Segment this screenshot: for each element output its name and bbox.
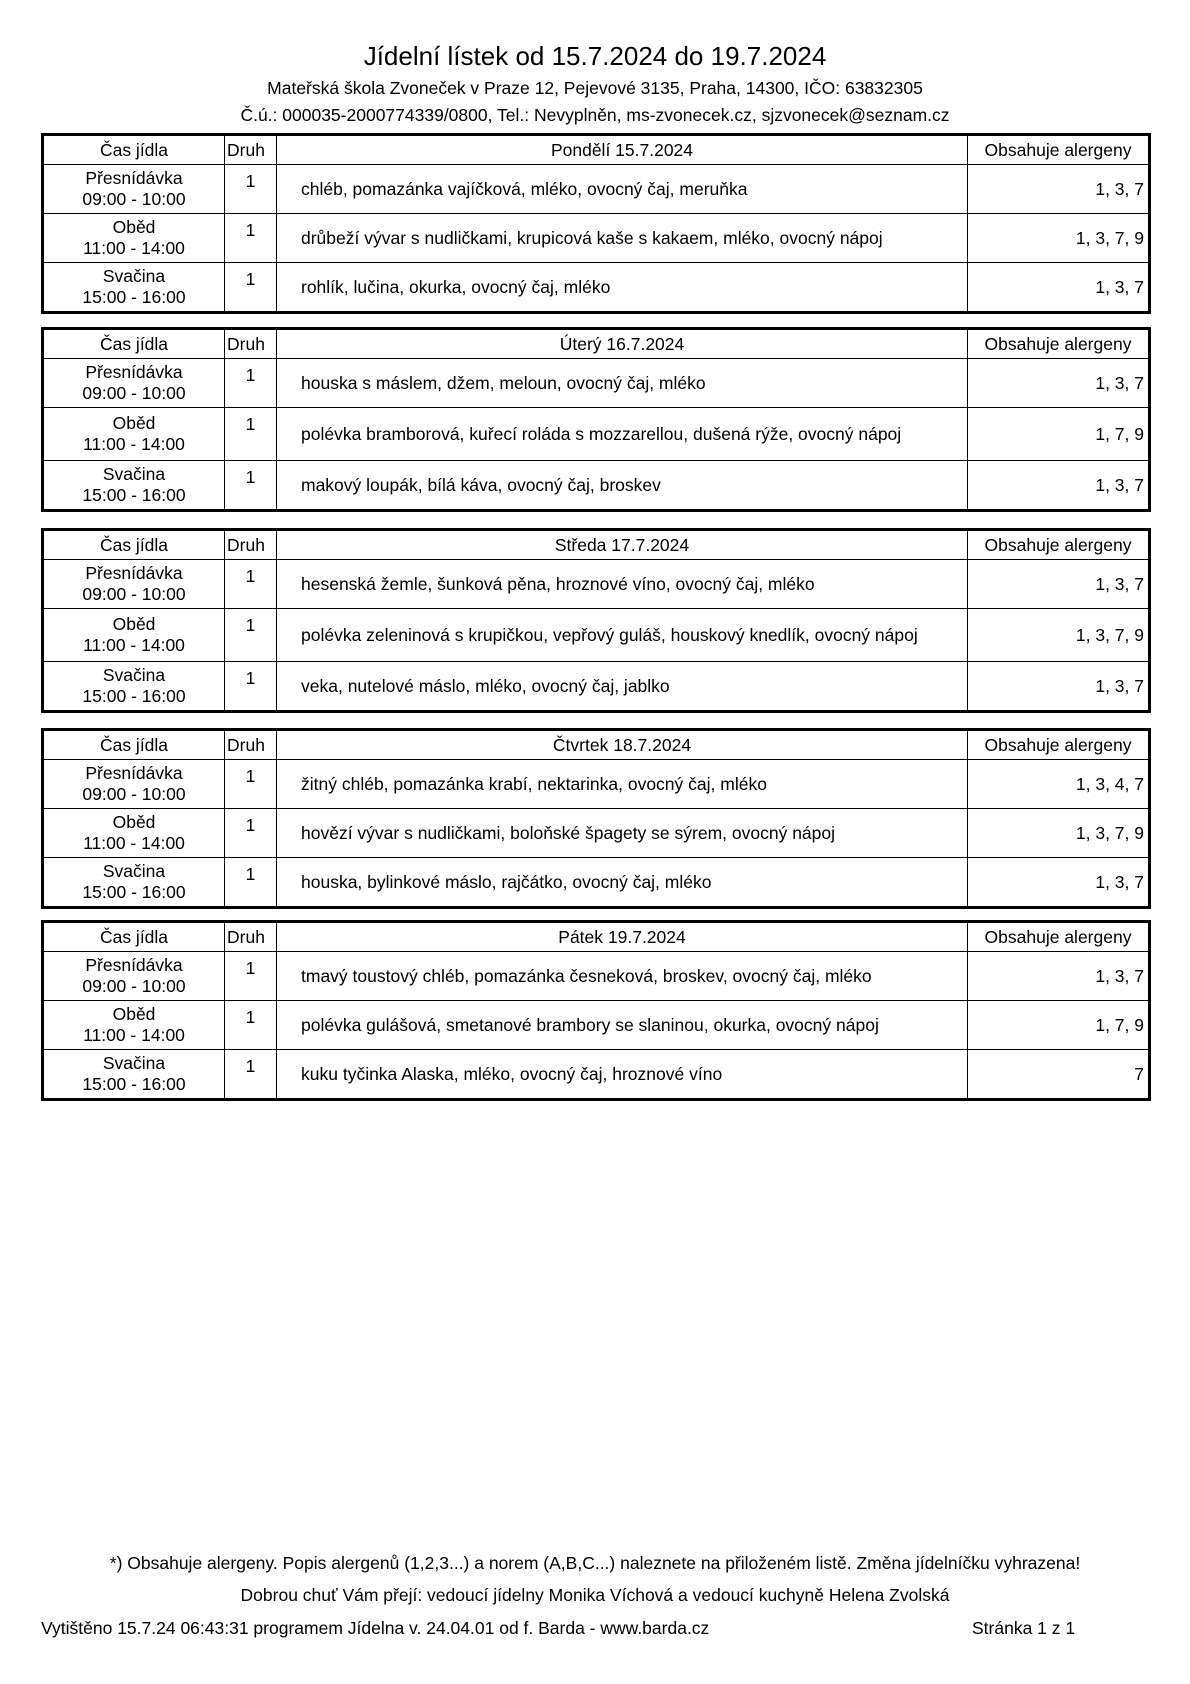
meal-hours: 11:00 - 14:00 [83,434,185,454]
meal-allergens: 1, 3, 7 [968,560,1150,609]
meal-type: 1 [225,461,277,511]
meal-type: 1 [225,263,277,313]
table-row [43,662,1150,712]
meal-allergens: 1, 3, 7 [968,662,1150,712]
col-type-header: Druh [225,922,277,952]
meal-name: Přesnídávka [85,168,183,188]
col-allergens-header: Obsahuje alergeny [968,329,1150,359]
greeting: Dobrou chuť Vám přejí: vedoucí jídelny Monika Víchová a vedoucí kuchyně Helena Zvolská [240,1585,950,1605]
meal-allergens: 1, 3, 7 [968,858,1150,908]
table-header-row [43,329,1150,359]
meal-time-cell [43,461,225,511]
day-header: Pátek 19.7.2024 [277,922,968,952]
col-time-header: Čas jídla [43,730,225,760]
meal-name: Svačina [102,266,166,286]
meal-time-cell [43,1001,225,1050]
page-title: Jídelní lístek od 15.7.2024 do 19.7.2024 [363,41,827,71]
meal-dish: rohlík, lučina, okurka, ovocný čaj, mléko [277,263,968,313]
meal-time-cell [43,952,225,1001]
meal-time-cell [43,359,225,408]
meal-name: Přesnídávka [85,362,183,382]
day-table [41,728,1151,909]
meal-time-cell [43,1050,225,1100]
meal-type: 1 [225,760,277,809]
meal-hours: 15:00 - 16:00 [82,686,186,706]
meal-hours: 09:00 - 10:00 [82,976,186,996]
meal-allergens: 7 [968,1050,1150,1100]
meal-time-cell [43,263,225,313]
meal-allergens: 1, 3, 4, 7 [968,760,1150,809]
col-time-header: Čas jídla [43,530,225,560]
col-allergens-header: Obsahuje alergeny [968,530,1150,560]
meal-type: 1 [225,560,277,609]
table-row [43,609,1150,662]
meal-type: 1 [225,408,277,461]
meal-dish: tmavý toustový chléb, pomazánka česneková, broskev, ovocný čaj, mléko [277,952,968,1001]
meal-time-cell [43,165,225,214]
meal-hours: 11:00 - 14:00 [83,1025,185,1045]
table-row [43,760,1150,809]
day-table [41,528,1151,713]
meal-dish: chléb, pomazánka vajíčková, mléko, ovocný čaj, meruňka [277,165,968,214]
meal-name: Oběd [112,217,156,237]
day-header: Středa 17.7.2024 [277,530,968,560]
contact-info: Č.ú.: 000035-2000774339/0800, Tel.: Nevyplněn, ms-zvonecek.cz, sjzvonecek@seznam.cz [240,105,950,125]
meal-hours: 09:00 - 10:00 [82,383,186,403]
meal-hours: 15:00 - 16:00 [82,1074,186,1094]
table-row [43,408,1150,461]
meal-allergens: 1, 3, 7, 9 [968,214,1150,263]
col-allergens-header: Obsahuje alergeny [968,135,1150,165]
meal-type: 1 [225,359,277,408]
meal-name: Přesnídávka [85,763,183,783]
meal-hours: 11:00 - 14:00 [83,635,185,655]
print-info: Vytištěno 15.7.24 06:43:31 programem Jídelna v. 24.04.01 od f. Barda - www.barda.cz [41,1618,710,1638]
table-row [43,1001,1150,1050]
day-header: Pondělí 15.7.2024 [277,135,968,165]
meal-dish: drůbeží vývar s nudličkami, krupicová kaše s kakaem, mléko, ovocný nápoj [277,214,968,263]
day-table [41,327,1151,512]
meal-name: Přesnídávka [85,955,183,975]
meal-name: Přesnídávka [85,563,183,583]
table-row [43,858,1150,908]
meal-type: 1 [225,165,277,214]
meal-time-cell [43,760,225,809]
meal-time-cell [43,858,225,908]
meal-type: 1 [225,609,277,662]
meal-allergens: 1, 3, 7 [968,461,1150,511]
meal-type: 1 [225,952,277,1001]
table-row [43,952,1150,1001]
meal-type: 1 [225,809,277,858]
page-number: Stránka 1 z 1 [972,1618,1076,1638]
meal-dish: veka, nutelové máslo, mléko, ovocný čaj, jablko [277,662,968,712]
meal-dish: houska s máslem, džem, meloun, ovocný čaj, mléko [277,359,968,408]
meal-type: 1 [225,1001,277,1050]
table-row [43,263,1150,313]
meal-hours: 15:00 - 16:00 [82,485,186,505]
meal-name: Oběd [112,614,156,634]
day-table [41,133,1151,314]
meal-hours: 11:00 - 14:00 [83,833,185,853]
meal-dish: polévka bramborová, kuřecí roláda s mozzarellou, dušená rýže, ovocný nápoj [277,408,968,461]
meal-dish: makový loupák, bílá káva, ovocný čaj, broskev [277,461,968,511]
table-row [43,1050,1150,1100]
meal-type: 1 [225,1050,277,1100]
col-type-header: Druh [225,530,277,560]
table-row [43,560,1150,609]
table-header-row [43,530,1150,560]
meal-dish: houska, bylinkové máslo, rajčátko, ovocný čaj, mléko [277,858,968,908]
meal-hours: 15:00 - 16:00 [82,287,186,307]
meal-dish: žitný chléb, pomazánka krabí, nektarinka, ovocný čaj, mléko [277,760,968,809]
allergen-note: *) Obsahuje alergeny. Popis alergenů (1,2,3...) a norem (A,B,C...) naleznete na přiloženém listě. Změna jídelníčku vyhrazena! [109,1553,1081,1573]
meal-hours: 11:00 - 14:00 [83,238,185,258]
table-header-row [43,135,1150,165]
meal-dish: polévka zeleninová s krupičkou, vepřový guláš, houskový knedlík, ovocný nápoj [277,609,968,662]
day-header: Čtvrtek 18.7.2024 [277,730,968,760]
col-allergens-header: Obsahuje alergeny [968,730,1150,760]
table-row [43,214,1150,263]
day-header: Úterý 16.7.2024 [277,329,968,359]
meal-dish: hesenská žemle, šunková pěna, hroznové víno, ovocný čaj, mléko [277,560,968,609]
col-time-header: Čas jídla [43,135,225,165]
meal-name: Oběd [112,413,156,433]
meal-time-cell [43,214,225,263]
table-row [43,359,1150,408]
meal-hours: 09:00 - 10:00 [82,189,186,209]
meal-type: 1 [225,662,277,712]
meal-name: Oběd [112,1004,156,1024]
meal-hours: 15:00 - 16:00 [82,882,186,902]
school-info: Mateřská škola Zvoneček v Praze 12, Pejevové 3135, Praha, 14300, IČO: 63832305 [267,78,923,98]
col-type-header: Druh [225,730,277,760]
table-header-row [43,730,1150,760]
day-table [41,920,1151,1101]
col-allergens-header: Obsahuje alergeny [968,922,1150,952]
meal-allergens: 1, 3, 7 [968,952,1150,1001]
meal-hours: 09:00 - 10:00 [82,784,186,804]
meal-allergens: 1, 3, 7 [968,165,1150,214]
meal-time-cell [43,560,225,609]
col-time-header: Čas jídla [43,922,225,952]
meal-dish: polévka gulášová, smetanové brambory se slaninou, okurka, ovocný nápoj [277,1001,968,1050]
table-row [43,461,1150,511]
col-type-header: Druh [225,135,277,165]
meal-name: Svačina [102,464,166,484]
meal-type: 1 [225,858,277,908]
meal-hours: 09:00 - 10:00 [82,584,186,604]
table-row [43,165,1150,214]
meal-name: Svačina [102,665,166,685]
meal-allergens: 1, 3, 7 [968,359,1150,408]
meal-time-cell [43,809,225,858]
meal-allergens: 1, 3, 7 [968,263,1150,313]
meal-dish: hovězí vývar s nudličkami, boloňské špagety se sýrem, ovocný nápoj [277,809,968,858]
col-time-header: Čas jídla [43,329,225,359]
meal-name: Svačina [102,1053,166,1073]
table-header-row [43,922,1150,952]
meal-time-cell [43,609,225,662]
meal-allergens: 1, 3, 7, 9 [968,609,1150,662]
meal-dish: kuku tyčinka Alaska, mléko, ovocný čaj, hroznové víno [277,1050,968,1100]
meal-name: Svačina [102,861,166,881]
table-row [43,809,1150,858]
meal-allergens: 1, 7, 9 [968,408,1150,461]
meal-name: Oběd [112,812,156,832]
meal-time-cell [43,408,225,461]
meal-type: 1 [225,214,277,263]
meal-allergens: 1, 3, 7, 9 [968,809,1150,858]
meal-allergens: 1, 7, 9 [968,1001,1150,1050]
meal-time-cell [43,662,225,712]
col-type-header: Druh [225,329,277,359]
